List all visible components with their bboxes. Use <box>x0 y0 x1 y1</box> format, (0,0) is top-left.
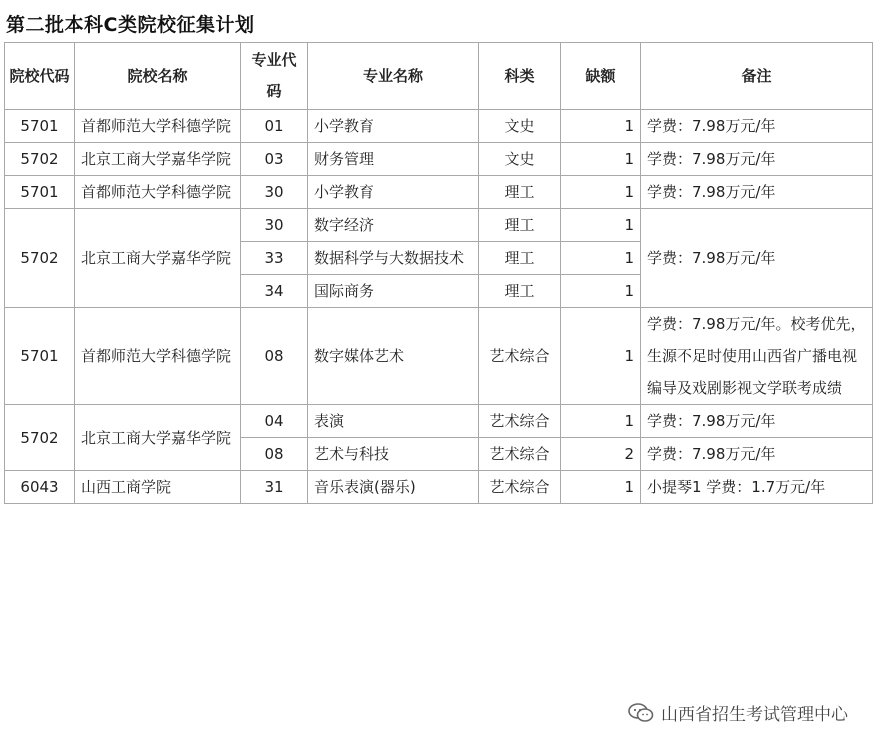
vacancy: 1 <box>561 471 641 504</box>
school-code: 5702 <box>5 209 75 308</box>
remark: 学费：7.98万元/年 <box>641 209 873 308</box>
header-remark: 备注 <box>641 43 873 110</box>
category: 艺术综合 <box>479 471 561 504</box>
remark: 学费：7.98万元/年 <box>641 405 873 438</box>
category: 艺术综合 <box>479 405 561 438</box>
page-title: 第二批本科C类院校征集计划 <box>6 14 255 36</box>
category: 文史 <box>479 110 561 143</box>
table-row <box>5 405 873 438</box>
category: 理工 <box>479 242 561 275</box>
major-code: 01 <box>241 110 308 143</box>
school-code: 5701 <box>5 110 75 143</box>
school-name: 北京工商大学嘉华学院 <box>75 143 241 176</box>
school-name: 首都师范大学科德学院 <box>75 176 241 209</box>
major-name: 数据科学与大数据技术 <box>308 242 479 275</box>
major-code: 08 <box>241 438 308 471</box>
major-name: 小学教育 <box>308 176 479 209</box>
table-row <box>5 143 873 176</box>
vacancy: 1 <box>561 242 641 275</box>
table-row <box>5 176 873 209</box>
category: 艺术综合 <box>479 438 561 471</box>
category: 理工 <box>479 275 561 308</box>
school-name: 北京工商大学嘉华学院 <box>75 209 241 308</box>
remark: 学费：7.98万元/年 <box>641 110 873 143</box>
remark: 学费：7.98万元/年 <box>641 438 873 471</box>
major-code: 34 <box>241 275 308 308</box>
major-code: 30 <box>241 176 308 209</box>
major-name: 小学教育 <box>308 110 479 143</box>
vacancy: 1 <box>561 209 641 242</box>
category: 艺术综合 <box>479 308 561 405</box>
table-header-row <box>5 43 873 110</box>
table-row <box>5 110 873 143</box>
category: 理工 <box>479 176 561 209</box>
major-code: 04 <box>241 405 308 438</box>
watermark-text: 山西省招生考试管理中心 <box>661 705 848 725</box>
table-row <box>5 209 873 242</box>
school-code: 6043 <box>5 471 75 504</box>
major-name: 数字媒体艺术 <box>308 308 479 405</box>
remark: 学费：7.98万元/年 <box>641 143 873 176</box>
school-code: 5701 <box>5 176 75 209</box>
school-code: 5701 <box>5 308 75 405</box>
wechat-icon <box>627 702 655 724</box>
header-category: 科类 <box>479 43 561 110</box>
major-name: 音乐表演(器乐) <box>308 471 479 504</box>
major-name: 表演 <box>308 405 479 438</box>
school-name: 首都师范大学科德学院 <box>75 110 241 143</box>
school-code: 5702 <box>5 405 75 471</box>
remark: 学费：7.98万元/年 <box>641 176 873 209</box>
school-name: 北京工商大学嘉华学院 <box>75 405 241 471</box>
major-code: 08 <box>241 308 308 405</box>
major-name: 艺术与科技 <box>308 438 479 471</box>
major-name: 财务管理 <box>308 143 479 176</box>
table-row <box>5 471 873 504</box>
vacancy: 1 <box>561 275 641 308</box>
category: 理工 <box>479 209 561 242</box>
major-code: 33 <box>241 242 308 275</box>
major-name: 数字经济 <box>308 209 479 242</box>
category: 文史 <box>479 143 561 176</box>
school-code: 5702 <box>5 143 75 176</box>
header-vacancy: 缺额 <box>561 43 641 110</box>
enrollment-table <box>4 42 873 504</box>
header-major-name: 专业名称 <box>308 43 479 110</box>
vacancy: 1 <box>561 110 641 143</box>
major-code: 03 <box>241 143 308 176</box>
header-major-code: 专业代码 <box>241 43 308 110</box>
header-code: 院校代码 <box>5 43 75 110</box>
table-row <box>5 308 873 405</box>
remark: 学费：7.98万元/年。校考优先，生源不足时使用山西省广播电视编导及戏剧影视文学联考成绩 <box>641 308 873 405</box>
vacancy: 1 <box>561 176 641 209</box>
school-name: 首都师范大学科德学院 <box>75 308 241 405</box>
remark: 小提琴1 学费：1.7万元/年 <box>641 471 873 504</box>
major-name: 国际商务 <box>308 275 479 308</box>
vacancy: 1 <box>561 143 641 176</box>
vacancy: 1 <box>561 308 641 405</box>
major-code: 30 <box>241 209 308 242</box>
vacancy: 1 <box>561 405 641 438</box>
header-school: 院校名称 <box>75 43 241 110</box>
major-code: 31 <box>241 471 308 504</box>
watermark <box>627 700 848 725</box>
school-name: 山西工商学院 <box>75 471 241 504</box>
vacancy: 2 <box>561 438 641 471</box>
